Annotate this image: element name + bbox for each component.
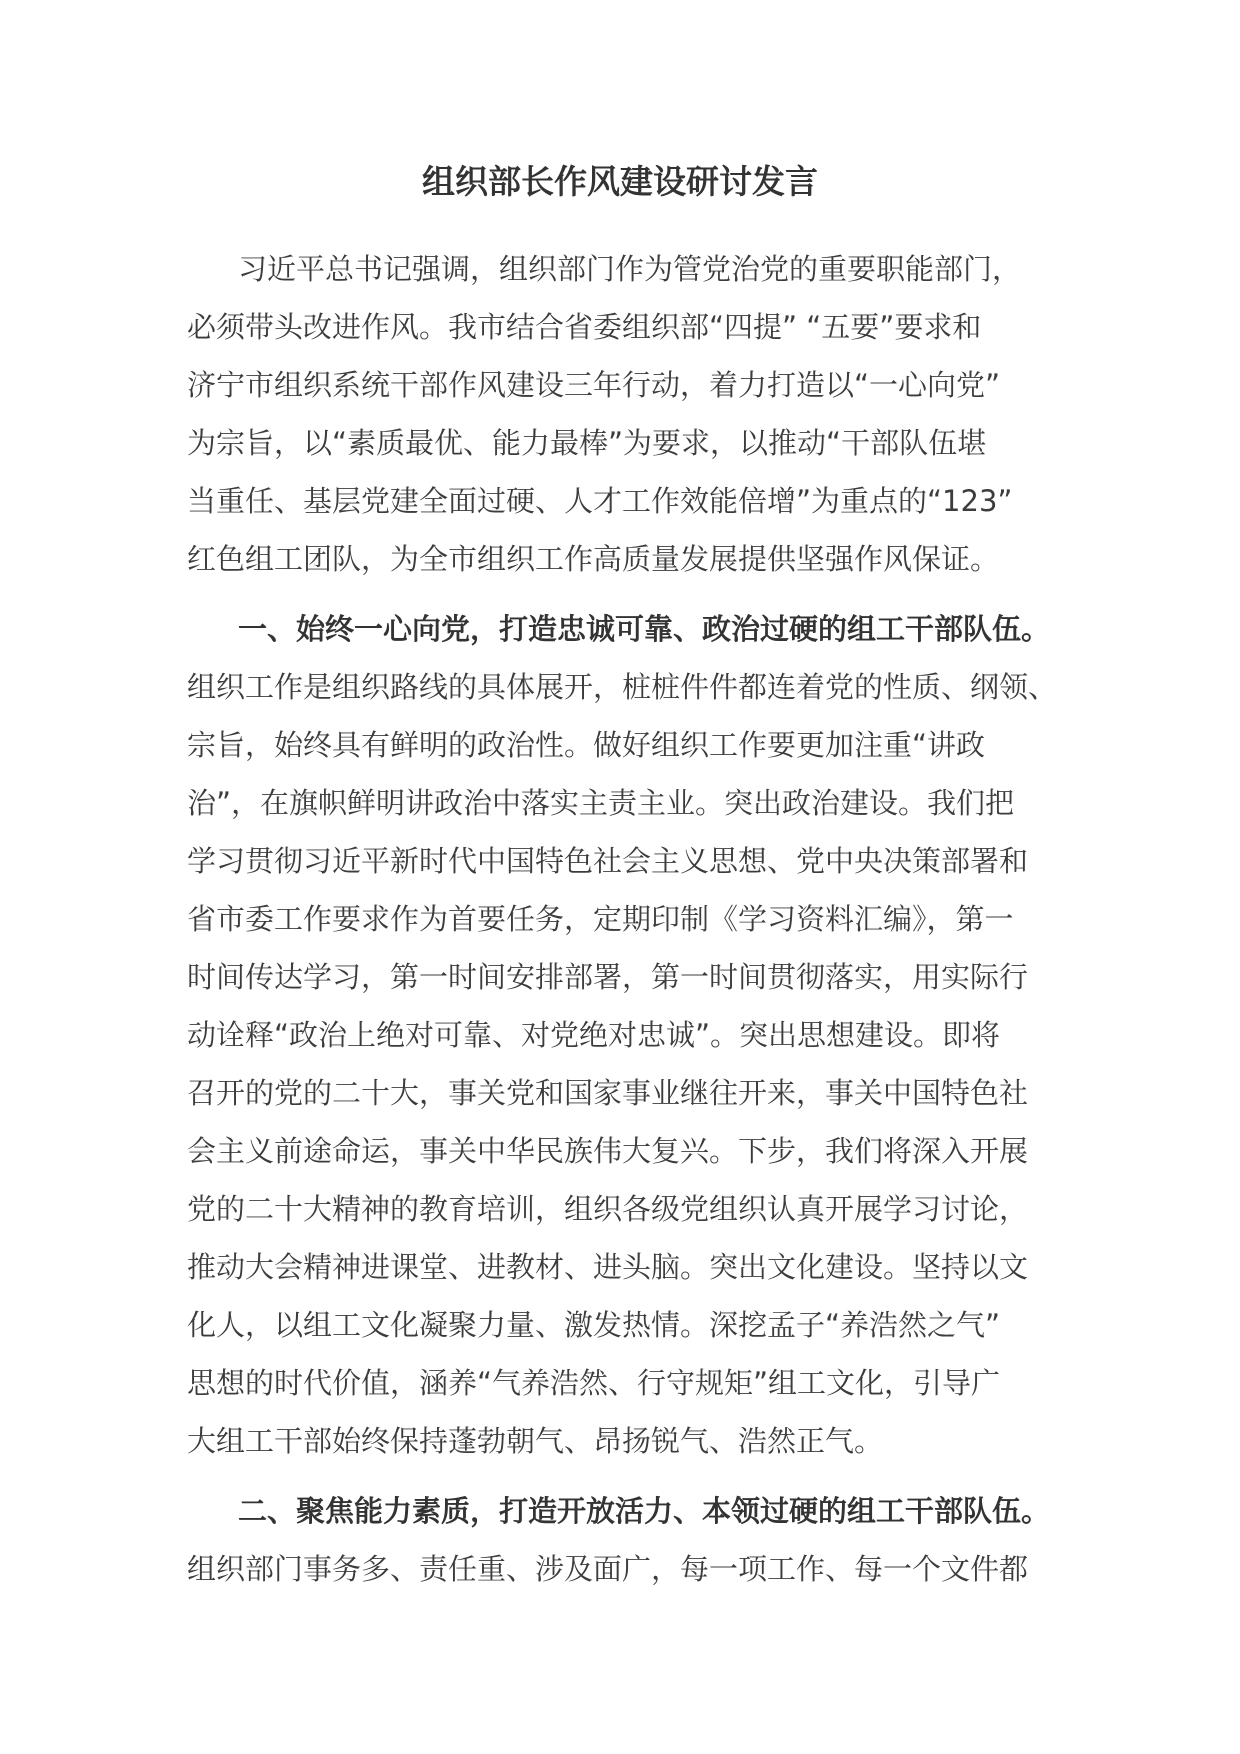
section-heading: 二、聚焦能力素质，打造开放活力、本领过硬的组工干部队伍。 [238, 1494, 1051, 1528]
text-line: 为宗旨，以“素质最优、能力最棒”为要求，以推动“干部队伍堪 [187, 426, 987, 460]
text-line: 召开的党的二十大，事关党和国家事业继往开来，事关中国特色社 [187, 1076, 1029, 1110]
text-line: 红色组工团队，为全市组织工作高质量发展提供坚强作风保证。 [187, 542, 1000, 576]
text-line: 组织工作是组织路线的具体展开，桩桩件件都连着党的性质、纲领、 [187, 670, 1058, 704]
paragraph-spacer [187, 588, 1057, 600]
text-line: 宗旨，始终具有鲜明的政治性。做好组织工作要更加注重“讲政 [187, 728, 986, 762]
text-line: 思想的时代价值，涵养“气养浩然、行守规矩”组工文化，引导广 [187, 1366, 1001, 1400]
text-line: 大组工干部始终保持蓬勃朝气、昂扬锐气、浩然正气。 [187, 1424, 884, 1458]
text-line: 当重任、基层党建全面过硬、人才工作效能倍增”为重点的“123” [187, 484, 1013, 518]
text-line: 会主义前途命运，事关中华民族伟大复兴。下步，我们将深入开展 [187, 1134, 1029, 1168]
paragraph-intro [187, 240, 1057, 588]
document-title: 组织部长作风建设研讨发言 [422, 162, 818, 201]
text-line: 推动大会精神进课堂、进教材、进头脑。突出文化建设。坚持以文 [187, 1250, 1029, 1284]
paragraph-spacer [187, 1470, 1057, 1482]
paragraph-section-two [187, 1482, 1057, 1598]
paragraph-section-one [187, 600, 1057, 1470]
text-line: 化人，以组工文化凝聚力量、激发热情。深挖孟子“养浩然之气” [187, 1308, 1001, 1342]
text-line: 治”，在旗帜鲜明讲政治中落实主责主业。突出政治建设。我们把 [187, 786, 1015, 820]
section-heading: 一、始终一心向党，打造忠诚可靠、政治过硬的组工干部队伍。 [238, 612, 1051, 646]
text-line: 省市委工作要求作为首要任务，定期印制《学习资料汇编》，第一 [187, 902, 1014, 936]
text-line: 时间传达学习，第一时间安排部署，第一时间贯彻落实，用实际行 [187, 960, 1029, 994]
text-line: 组织部门事务多、责任重、涉及面广，每一项工作、每一个文件都 [187, 1552, 1029, 1586]
text-line: 党的二十大精神的教育培训，组织各级党组织认真开展学习讨论， [187, 1192, 1029, 1226]
text-line: 必须带头改进作风。我市结合省委组织部“四提” “五要”要求和 [187, 310, 982, 344]
text-line: 习近平总书记强调，组织部门作为管党治党的重要职能部门， [238, 252, 1022, 286]
text-line: 动诠释“政治上绝对可靠、对党绝对忠诚”。突出思想建设。即将 [187, 1018, 1001, 1052]
text-line: 学习贯彻习近平新时代中国特色社会主义思想、党中央决策部署和 [187, 844, 1029, 878]
document-body [187, 240, 1057, 1598]
text-line: 济宁市组织系统干部作风建设三年行动，着力打造以“一心向党” [187, 368, 1001, 402]
